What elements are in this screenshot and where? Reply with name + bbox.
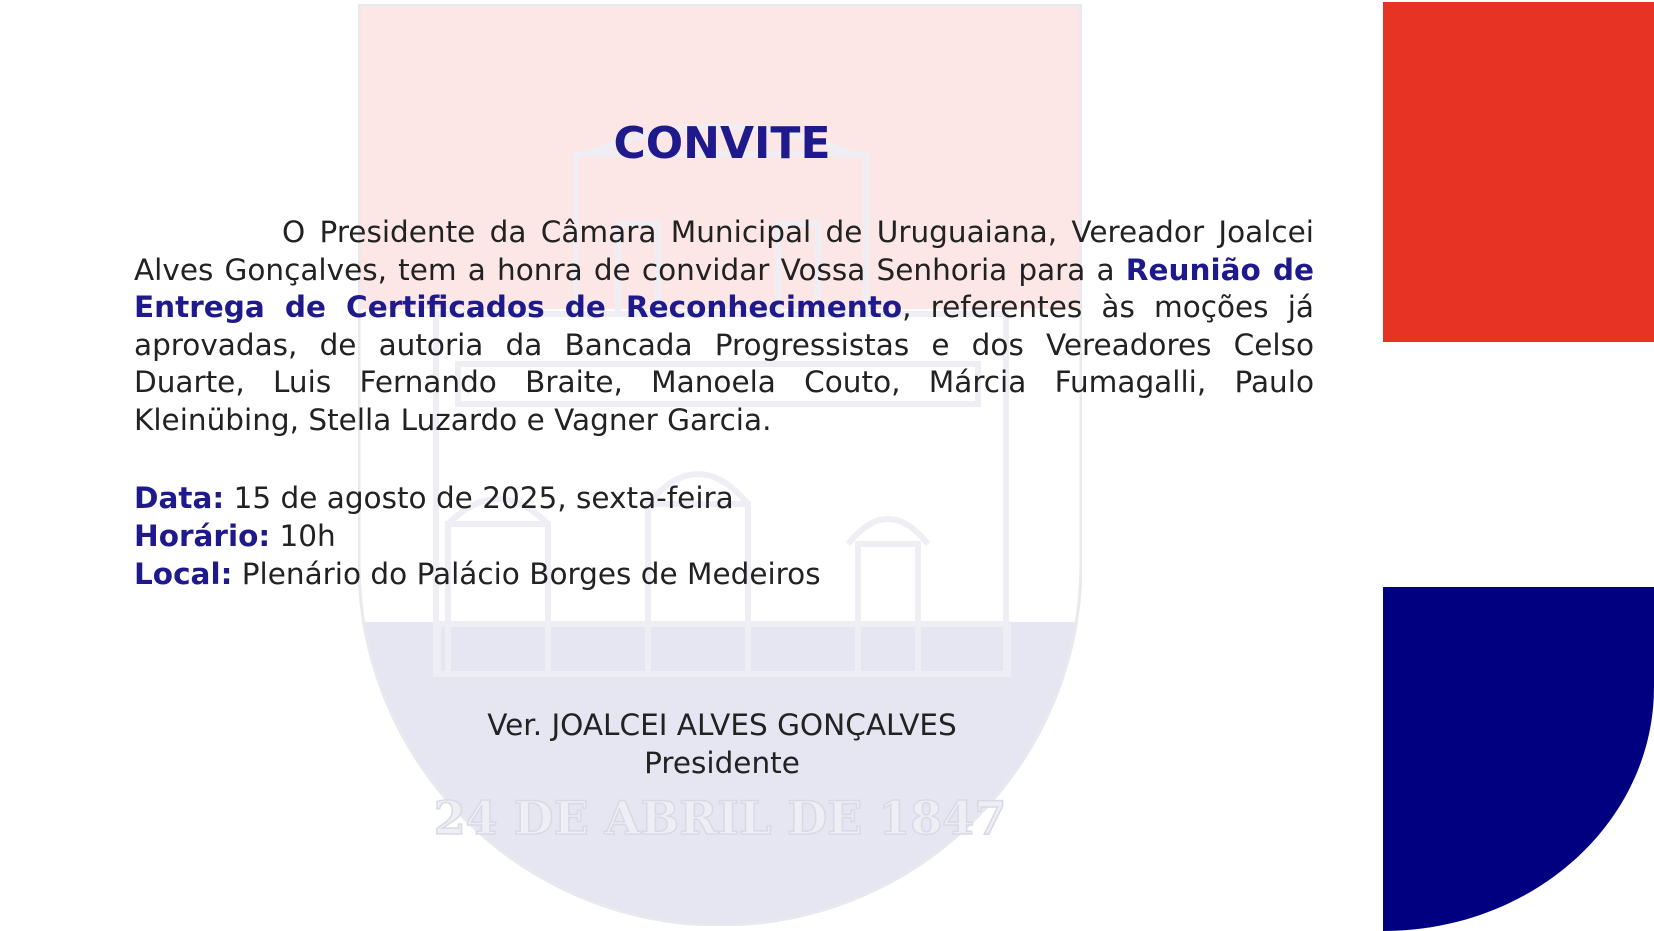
signature-block	[420, 706, 1024, 782]
flag-blue-block	[1383, 587, 1654, 931]
motto-watermark: 24 DE ABRIL DE 1847	[433, 791, 1007, 845]
place-line	[134, 555, 821, 593]
event-name: Reunião de Entrega de Certificados de Reconhecimento	[134, 252, 1314, 324]
date-line	[134, 479, 821, 517]
date-label: Data:	[134, 481, 225, 515]
place-value: Plenário do Palácio Borges de Medeiros	[232, 557, 821, 591]
time-label: Horário:	[134, 519, 271, 553]
paragraph-rest: , referentes às moções já aprovadas, de autoria da Bancada Progressistas e dos Vereadores Celso Duarte, Luis Fernando Braite, Manoela Couto, Márcia Fumagalli, Paulo Kleinübing, Stella Luzardo e Vagner Garcia.	[134, 290, 1314, 437]
flag-red-block	[1383, 2, 1654, 342]
date-value: 15 de agosto de 2025, sexta-feira	[224, 481, 734, 515]
time-value: 10h	[270, 519, 336, 553]
place-label: Local:	[134, 557, 233, 591]
time-line	[134, 517, 821, 555]
signature-role: Presidente	[644, 746, 800, 780]
paragraph-intro: O Presidente da Câmara Municipal de Uruguaiana, Vereador Joalcei Alves Gonçalves, tem a honra de convidar Vossa Senhoria para a	[134, 215, 1314, 287]
invitation-paragraph	[134, 214, 1314, 439]
signature-name: Ver. JOALCEI ALVES GONÇALVES	[487, 708, 957, 742]
event-details	[134, 479, 821, 593]
page-title: CONVITE	[613, 118, 831, 169]
